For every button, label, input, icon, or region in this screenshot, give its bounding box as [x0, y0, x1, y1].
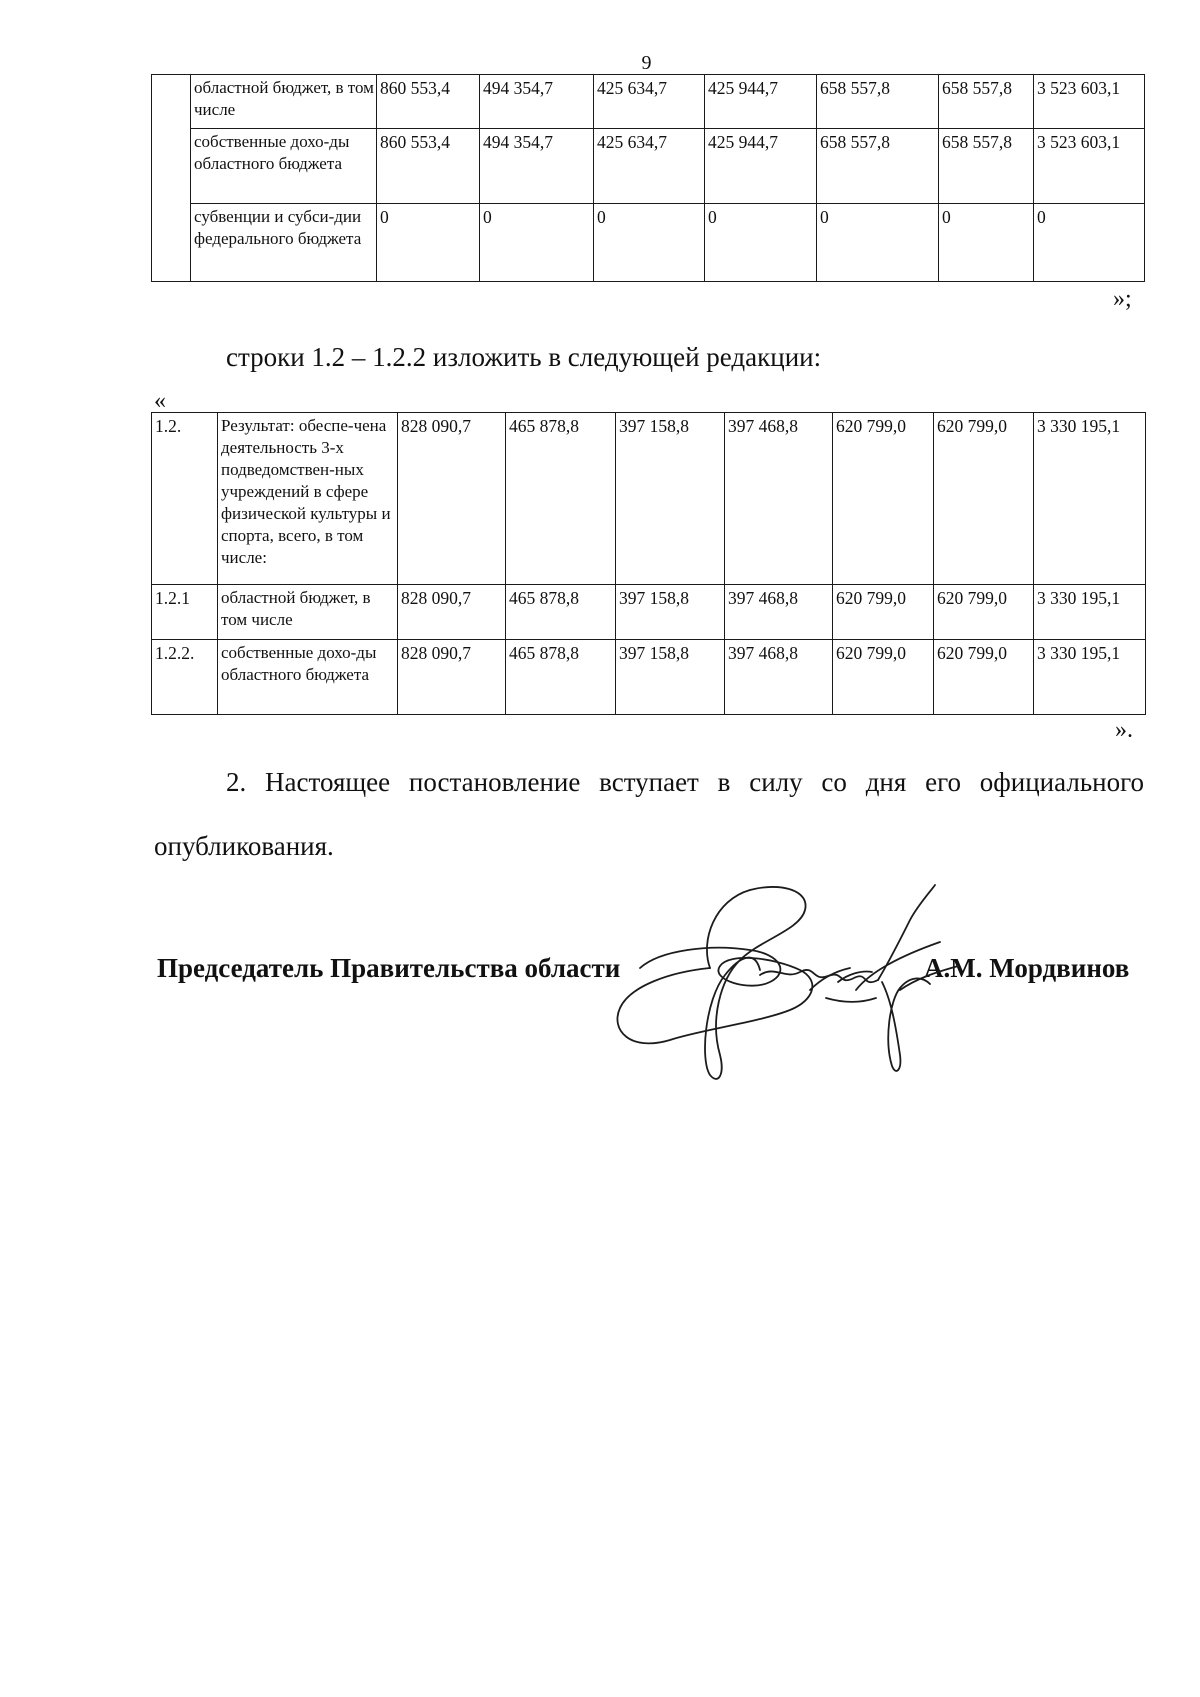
value-cell: 425 944,7 [705, 75, 817, 129]
paragraph-line: опубликования. [154, 831, 334, 861]
paragraph-effective-date [154, 750, 1144, 878]
value-cell: 828 090,7 [398, 585, 506, 640]
value-cell: 860 553,4 [377, 75, 480, 129]
value-cell: 425 634,7 [594, 129, 705, 204]
value-cell: 465 878,8 [506, 585, 616, 640]
page-number: 9 [641, 52, 652, 74]
row-label: областной бюджет, в том числе [191, 75, 377, 129]
value-cell: 3 330 195,1 [1034, 640, 1146, 715]
signatory-title: Председатель Правительства области [157, 953, 621, 983]
signatory-name: А.М. Мордвинов [924, 953, 1130, 983]
value-cell: 620 799,0 [934, 640, 1034, 715]
value-cell: 3 330 195,1 [1034, 413, 1146, 585]
value-cell: 620 799,0 [833, 640, 934, 715]
value-cell: 3 523 603,1 [1034, 129, 1145, 204]
value-cell: 494 354,7 [480, 75, 594, 129]
value-cell: 0 [705, 204, 817, 282]
value-cell: 620 799,0 [934, 585, 1034, 640]
table-row [152, 640, 1146, 715]
closing-quote: »; [1113, 286, 1132, 312]
row-number: 1.2.1 [152, 585, 218, 640]
row-label: областной бюджет, в том числе [218, 585, 398, 640]
value-cell: 3 523 603,1 [1034, 75, 1145, 129]
value-cell: 397 468,8 [725, 585, 833, 640]
table-row [152, 129, 1145, 204]
number-cell [152, 75, 191, 282]
handwritten-signature [600, 880, 960, 1090]
value-cell: 620 799,0 [833, 413, 934, 585]
closing-quote: ». [1115, 717, 1133, 743]
value-cell: 620 799,0 [833, 585, 934, 640]
value-cell: 828 090,7 [398, 413, 506, 585]
row-label: Результат: обеспе-чена деятельность 3-х подведомствен-ных учреждений в сфере физической культуры и спорта, всего, в том числе: [218, 413, 398, 585]
budget-table-continuation [151, 74, 1145, 282]
value-cell: 425 634,7 [594, 75, 705, 129]
row-label: собственные дохо-ды областного бюджета [191, 129, 377, 204]
opening-quote: « [154, 388, 166, 414]
value-cell: 494 354,7 [480, 129, 594, 204]
row-number: 1.2.2. [152, 640, 218, 715]
table-row [152, 413, 1146, 585]
value-cell: 3 330 195,1 [1034, 585, 1146, 640]
value-cell: 860 553,4 [377, 129, 480, 204]
row-number: 1.2. [152, 413, 218, 585]
table-row [152, 75, 1145, 129]
value-cell: 0 [480, 204, 594, 282]
value-cell: 397 158,8 [616, 413, 725, 585]
value-cell: 0 [939, 204, 1034, 282]
intro-text: строки 1.2 – 1.2.2 изложить в следующей редакции: [226, 342, 822, 372]
value-cell: 0 [817, 204, 939, 282]
value-cell: 620 799,0 [934, 413, 1034, 585]
row-label: собственные дохо-ды областного бюджета [218, 640, 398, 715]
budget-table-new-wording [151, 412, 1146, 715]
value-cell: 425 944,7 [705, 129, 817, 204]
value-cell: 0 [594, 204, 705, 282]
value-cell: 397 158,8 [616, 585, 725, 640]
row-label: субвенции и субси-дии федерального бюджета [191, 204, 377, 282]
paragraph-line: 2. Настоящее постановление вступает в силу со дня его официального [226, 767, 1144, 797]
value-cell: 465 878,8 [506, 413, 616, 585]
value-cell: 828 090,7 [398, 640, 506, 715]
value-cell: 658 557,8 [939, 75, 1034, 129]
value-cell: 658 557,8 [817, 75, 939, 129]
value-cell: 658 557,8 [939, 129, 1034, 204]
table-row [152, 585, 1146, 640]
value-cell: 465 878,8 [506, 640, 616, 715]
value-cell: 397 468,8 [725, 413, 833, 585]
value-cell: 0 [1034, 204, 1145, 282]
value-cell: 658 557,8 [817, 129, 939, 204]
value-cell: 397 468,8 [725, 640, 833, 715]
value-cell: 397 158,8 [616, 640, 725, 715]
table-row [152, 204, 1145, 282]
value-cell: 0 [377, 204, 480, 282]
